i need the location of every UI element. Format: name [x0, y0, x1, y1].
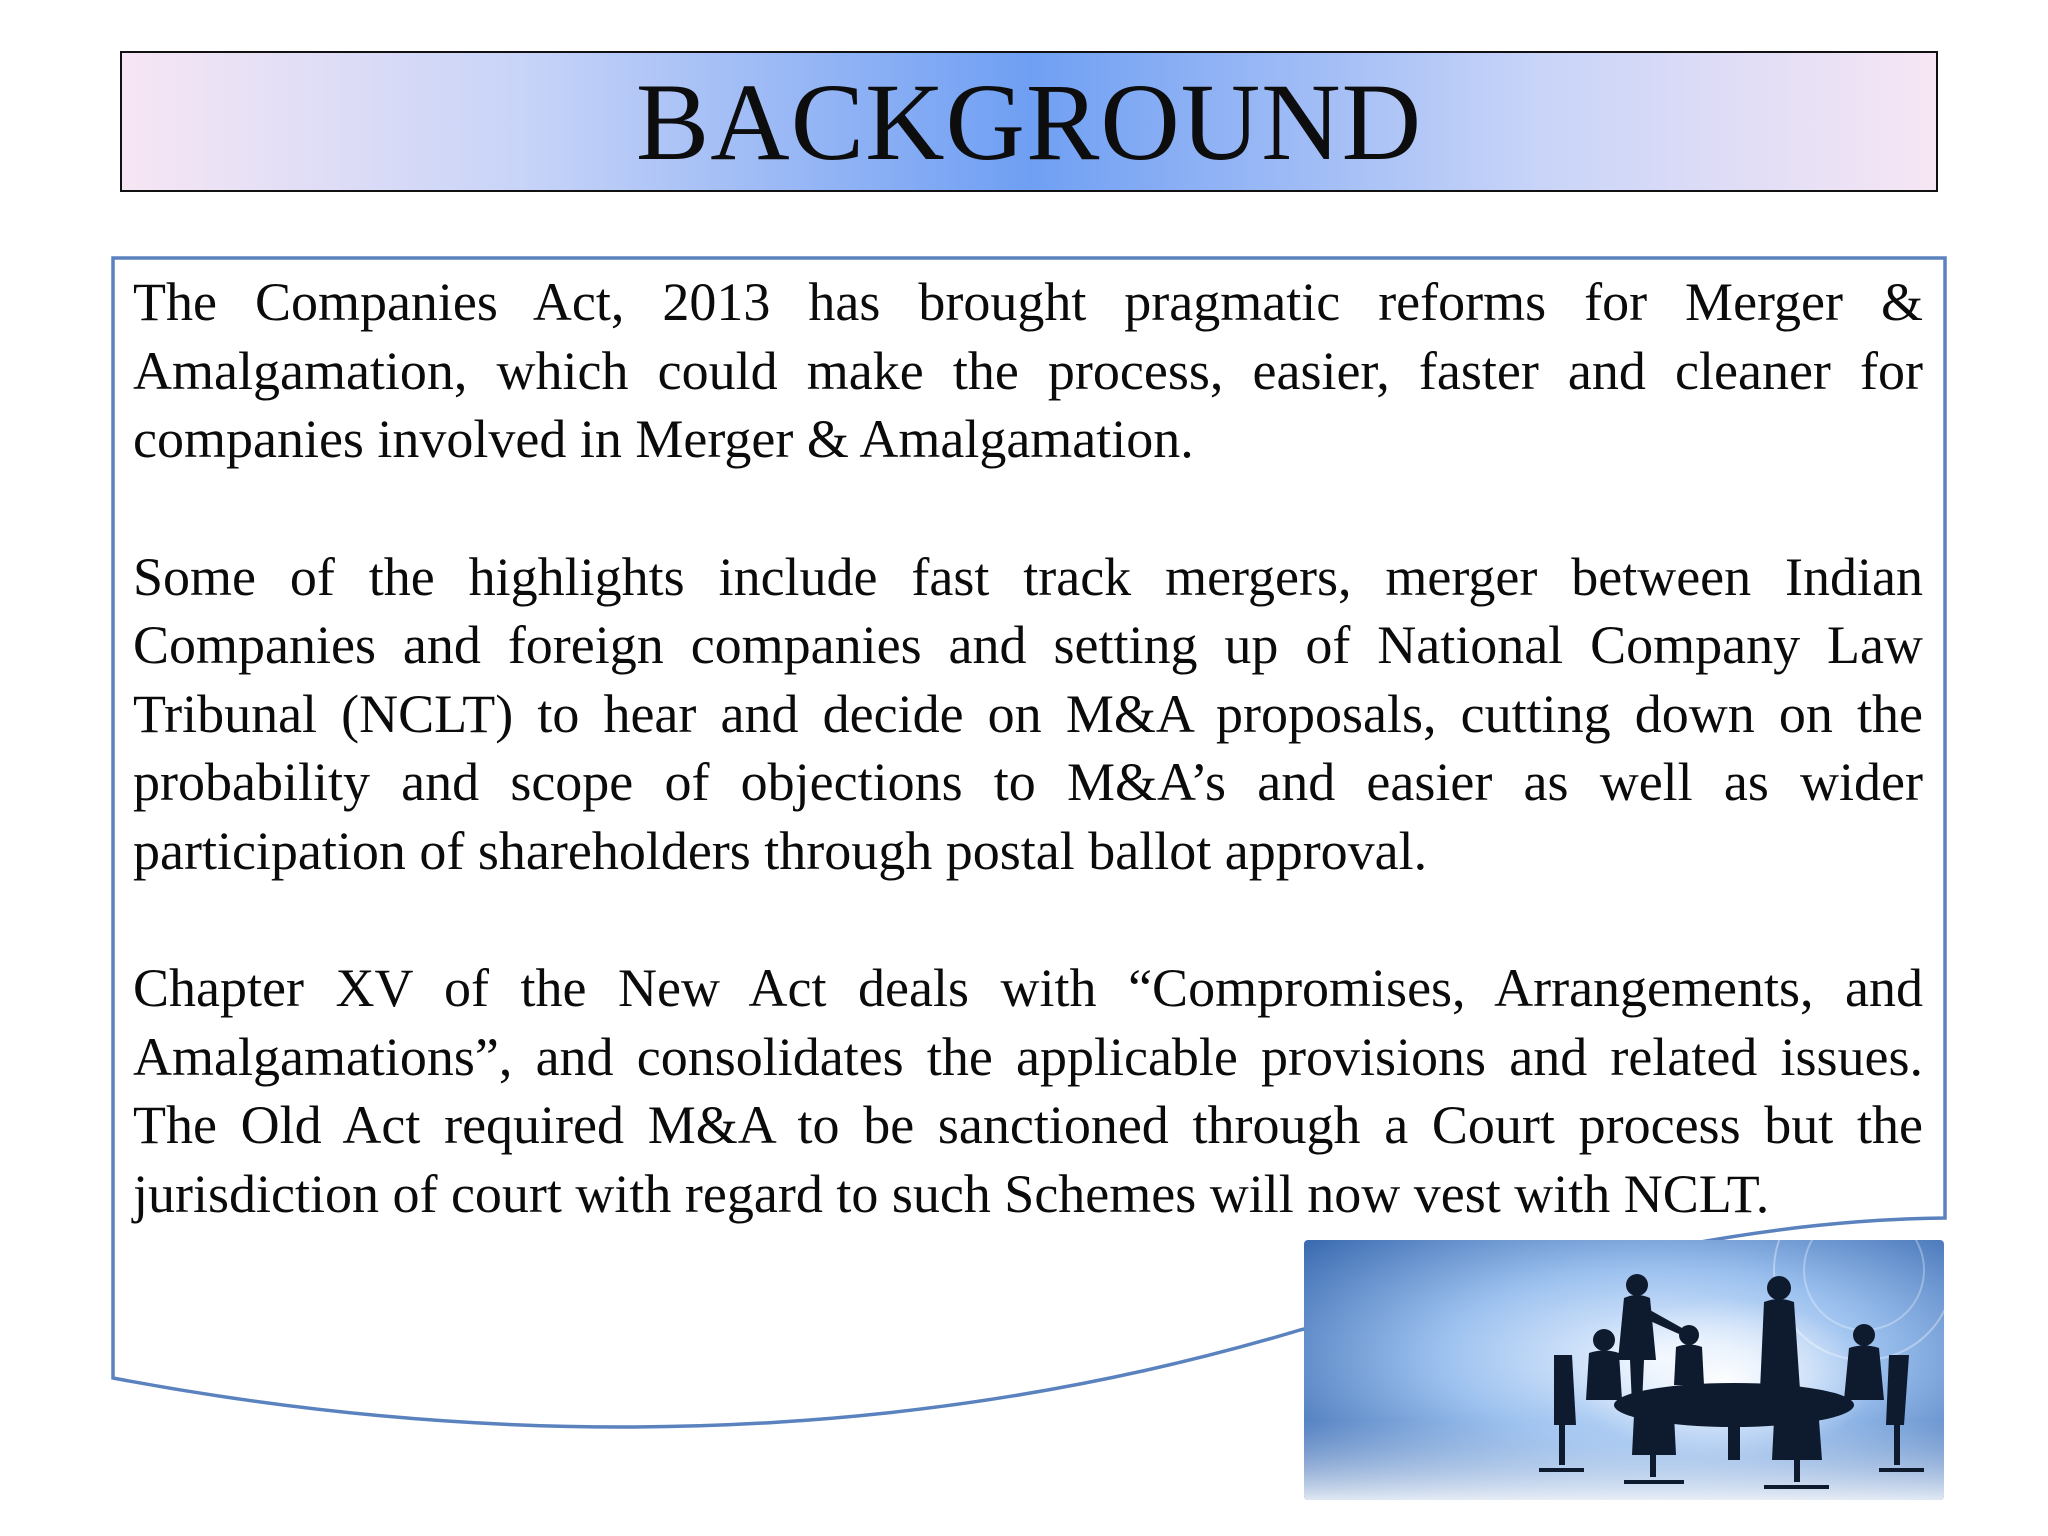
body-text-box — [133, 268, 1923, 1228]
business-meeting-image — [1304, 1240, 1944, 1500]
paragraph-1: The Companies Act, 2013 has brought pragmatic reforms for Merger & Amalgamation, which could make the process, easier, faster and cleaner for companies involved in Merger & Amalgamation. — [133, 272, 1923, 469]
paragraph-3: Chapter XV of the New Act deals with “Compromises, Arrangements, and Amalgamations”, and consolidates the applicable provisions and related issues. The Old Act required M&A to be sanctioned through a Court process but the jurisdiction of court with regard to such Schemes will now vest with NCLT. — [133, 958, 1923, 1224]
slide-title: BACKGROUND — [635, 60, 1423, 183]
paragraph-2: Some of the highlights include fast track mergers, merger between Indian Companies and foreign companies and setting up of National Company Law Tribunal (NCLT) to hear and decide on M&A proposals, cutting down on the probability and scope of objections to M&A’s and easier as well as wider participation of shareholders through postal ballot approval. — [133, 546, 1923, 881]
